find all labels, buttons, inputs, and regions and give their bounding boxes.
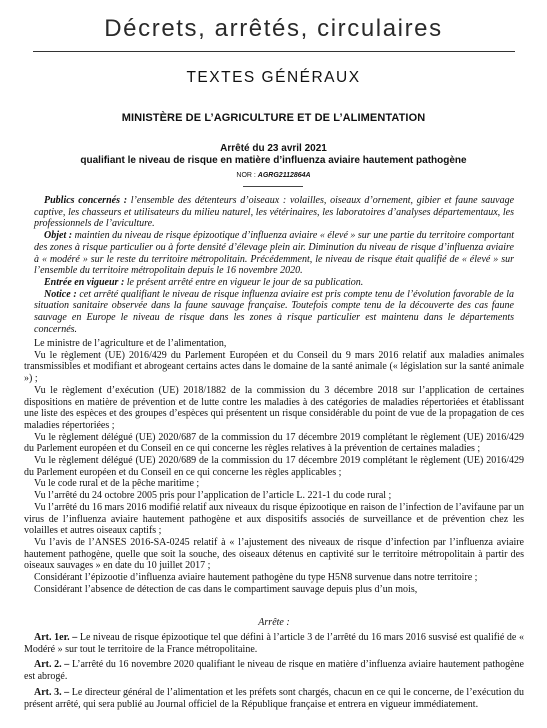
journal-rubric-title: Décrets, arrêtés, circulaires bbox=[104, 15, 443, 42]
objet-paragraph bbox=[34, 230, 514, 277]
publics-paragraph bbox=[34, 195, 514, 230]
articles-block bbox=[24, 632, 524, 710]
nor-code: AGRG2112864A bbox=[257, 172, 311, 179]
entree-label: Entrée en vigueur : bbox=[44, 276, 125, 288]
visa-paragraph: Vu le règlement délégué (UE) 2020/687 de la commission du 17 décembre 2019 complétant le règlement (UE) 2016/429 du Parlement européen et du Conseil en ce qui concerne les règles relatives à la prévention de certaines maladies ; bbox=[24, 431, 524, 455]
article-1 bbox=[24, 632, 524, 655]
visa-paragraph: Vu l’arrêté du 16 mars 2016 modifié relatif aux niveaux du risque épizootique en raison de l’infection de l’avifaune par un virus de l’influenza aviaire hautement pathogène et aux dispositifs associés de surveillance et de prévention chez les volailles et autres oiseaux captifs ; bbox=[24, 501, 524, 537]
visa-paragraph: Vu l’arrêté du 24 octobre 2005 pris pour l’application de l’article L. 221-1 du code rural ; bbox=[34, 490, 392, 502]
article-3 bbox=[24, 687, 524, 710]
visa-paragraph: Vu le règlement délégué (UE) 2020/689 de la commission du 17 décembre 2019 complétant le règlement (UE) 2016/429 du Parlement européen et du Conseil en ce qui concerne les règles applicables ; bbox=[24, 455, 524, 478]
visa-paragraph: Vu le règlement (UE) 2016/429 du Parlement Européen et du Conseil du 9 mars 2016 relatif aux maladies animales transmissibles et modifiant et abrogeant certains actes dans le domaine de la santé animale (« législation sur la santé animale ») ; bbox=[24, 349, 524, 385]
visas-block bbox=[24, 338, 524, 595]
nor-divider bbox=[243, 186, 303, 187]
notice-text: cet arrêté qualifiant le niveau de risque influenza aviaire est pris compte tenu de l’évolution favorable de la situation sanitaire observée dans la faune sauvage française. Toutefois compte tenu de la découverte des cas faune sauvage en Europe le niveau de risque dans les zones à risque particulier est maintenu dans le départements concernés. bbox=[34, 288, 514, 335]
publics-label: Publics concernés : bbox=[44, 195, 128, 206]
visa-paragraph: Considérant l’absence de détection de cas dans le compartiment sauvage depuis plus d’un mois, bbox=[34, 583, 418, 595]
article-3-text: Le directeur général de l’alimentation et les préfets sont chargés, chacun en ce qui le concerne, de l’exécution du présent arrêté, qui sera publié au Journal officiel de la République française et entrera en vigueur immédiatement. bbox=[24, 686, 524, 710]
entree-paragraph bbox=[34, 277, 514, 289]
ministry-heading: MINISTÈRE DE L’AGRICULTURE ET DE L’ALIMENTATION bbox=[121, 112, 426, 124]
visa-paragraph: Vu le règlement d’exécution (UE) 2018/1882 de la commission du 3 décembre 2018 sur l’application de certaines dispositions en matière de prévention et de lutte contre les maladies à des catégories de maladies répertoriées et établissant une liste des espèces et des groupes d’espèces qui présentent un risque considérable du point de vue de la propagation de ces maladies répertoriées ; bbox=[24, 384, 524, 431]
visa-paragraph: Vu le code rural et de la pêche maritime ; bbox=[34, 478, 200, 490]
notice-label: Notice : bbox=[44, 288, 77, 300]
summary-block bbox=[34, 195, 514, 335]
article-2-text: L’arrêté du 16 novembre 2020 qualifiant le niveau de risque en matière d’influenza aviaire hautement pathogène est abrogé. bbox=[24, 659, 524, 683]
article-1-text: Le niveau de risque épizootique tel que défini à l’article 3 de l’arrêté du 16 mars 2016 susvisé est qualifié de « Modéré » sur tout le territoire de la France métropolitaine. bbox=[24, 632, 524, 655]
article-2-label: Art. 2. – bbox=[34, 659, 70, 671]
article-2 bbox=[24, 659, 524, 682]
nor-reference bbox=[0, 172, 547, 179]
intro-line: Le ministre de l’agriculture et de l’alimentation, bbox=[34, 338, 227, 349]
arrete-subject: qualifiant le niveau de risque en matière d’influenza aviaire hautement pathogène bbox=[80, 155, 467, 166]
section-heading: TEXTES GÉNÉRAUX bbox=[186, 69, 361, 86]
notice-paragraph bbox=[34, 289, 514, 336]
article-1-label: Art. 1er. – bbox=[34, 632, 78, 643]
entree-text: le présent arrêté entre en vigueur le jour de sa publication. bbox=[124, 276, 364, 288]
visa-paragraph: Vu l’avis de l’ANSES 2016-SA-0245 relatif à « l’ajustement des niveaux de risque d’infection par l’influenza aviaire hautement pathogène, quelle que soit la souche, des oiseaux détenus en captivité sur le territoire métropolitain à partir des oiseaux sauvages » en date du 10 juillet 2017 ; bbox=[24, 536, 524, 572]
arrete-verb: Arrête : bbox=[258, 617, 290, 628]
visa-paragraph: Considérant l’épizootie d’influenza aviaire hautement pathogène du type H5N8 survenue dans notre territoire ; bbox=[34, 572, 478, 584]
article-3-label: Art. 3. – bbox=[34, 686, 70, 698]
objet-label: Objet : bbox=[44, 230, 73, 242]
arrete-date: Arrêté du 23 avril 2021 bbox=[220, 143, 327, 154]
nor-label: NOR : bbox=[236, 172, 258, 179]
publics-text: l’ensemble des détenteurs d’oiseaux : volailles, oiseaux d’ornement, gibier et faune sauvage captive, les chasseurs et utilisateurs du milieu naturel, les vétérinaires, les laboratoires d’analyses départementaux, les professionnels de l’aviculture. bbox=[34, 195, 515, 230]
objet-text: maintien du niveau de risque épizootique d’influenza aviaire « élevé » sur une partie du territoire comportant des zones à risque particulier ou à forte densité d’élevage plein air. Diminution du niveau de risque d’influenza aviaire à « modéré » sur le reste du territoire métropolitain. Précédemment, le niveau de risque était qualifié de « élevé » sur l’ensemble du territoire métropolitain depuis le 16 novembre 2020. bbox=[34, 230, 514, 277]
header-divider bbox=[33, 51, 515, 52]
